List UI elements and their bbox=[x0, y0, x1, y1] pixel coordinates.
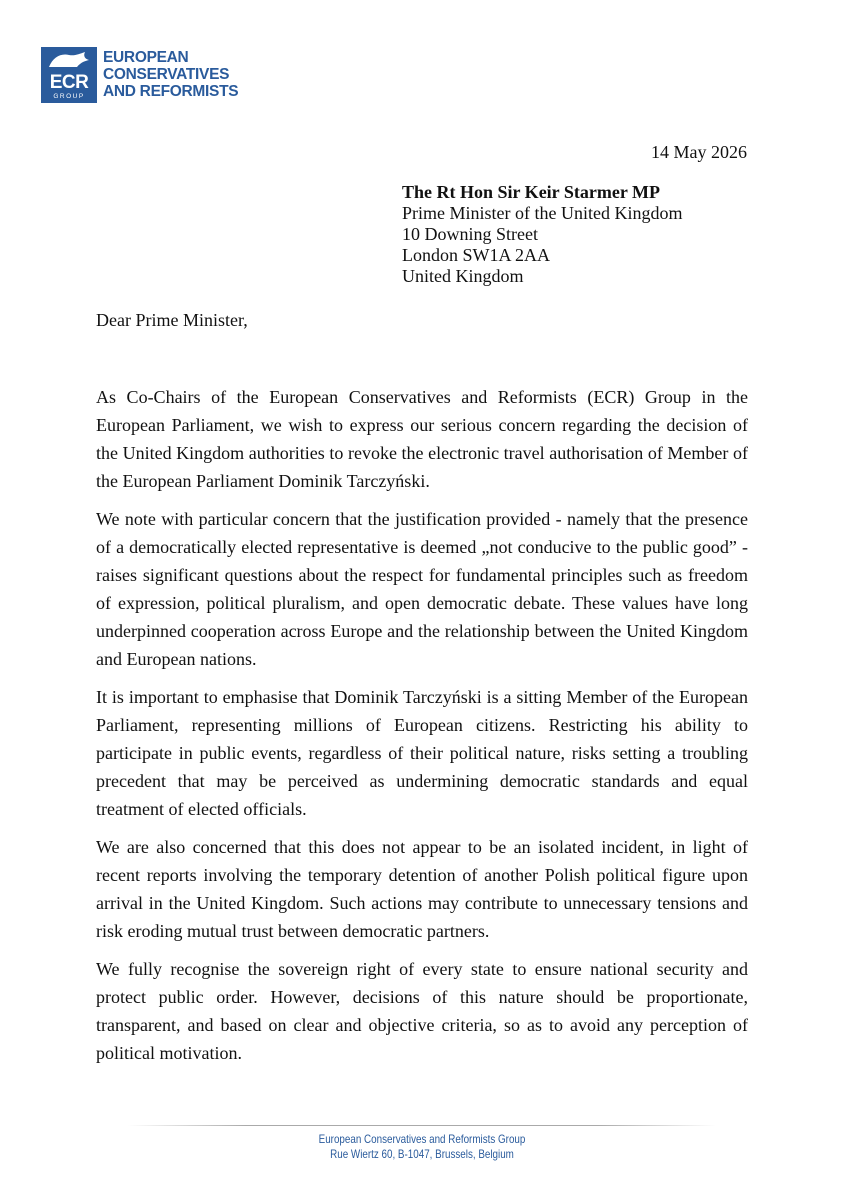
recipient-line: United Kingdom bbox=[402, 266, 524, 286]
logo-name bbox=[103, 49, 238, 100]
ecr-logo bbox=[41, 47, 238, 103]
body-paragraph: As Co-Chairs of the European Conservatives and Reformists (ECR) Group in the European Parliament, we wish to express our serious concern regarding the decision of the United Kingdom authorities to revoke the electronic travel authorisation of Member of the European Parliament Dominik Tarczyński. bbox=[96, 387, 748, 491]
logo-name-line: EUROPEAN bbox=[103, 49, 189, 66]
recipient-line: Prime Minister of the United Kingdom bbox=[402, 203, 683, 223]
letter-date: 14 May 2026 bbox=[651, 142, 747, 162]
recipient-line: 10 Downing Street bbox=[402, 224, 538, 244]
recipient-line: London SW1A 2AA bbox=[402, 245, 550, 265]
footer-org: European Conservatives and Reformists Group bbox=[318, 1132, 526, 1146]
logo-name-line: CONSERVATIVES bbox=[103, 66, 230, 83]
body-paragraph: We fully recognise the sovereign right of every state to ensure national security and protect public order. However, decisions of this nature should be proportionate, transparent, and based on clear and objective criteria, so as to avoid any perception of political motivation. bbox=[96, 959, 748, 1063]
logo-mark-subtext: GROUP bbox=[53, 93, 85, 100]
body-paragraph: We are also concerned that this does not appear to be an isolated incident, in light of recent reports involving the temporary detention of another Polish political figure upon arrival in the United Kingdom. Such actions may contribute to unnecessary tensions and risk eroding mutual trust between democratic partners. bbox=[96, 837, 748, 941]
body-paragraph: It is important to emphasise that Dominik Tarczyński is a sitting Member of the European Parliament, representing millions of European citizens. Restricting his ability to participate in public events, regardless of their political nature, risks setting a troubling precedent that may be perceived as undermining democratic standards and equal treatment of elected officials. bbox=[96, 687, 748, 819]
footer-street: Rue Wiertz 60, B-1047, Brussels, Belgium bbox=[330, 1147, 514, 1161]
footer-address bbox=[76, 1132, 768, 1162]
body-paragraph: We note with particular concern that the justification provided - namely that the presence of a democratically elected representative is deemed „not conducive to the public good” - raises significant questions about the respect for fundamental principles such as freedom of expression, political pluralism, and open democratic debate. These values have long underpinned cooperation across Europe and the relationship between the United Kingdom and European nations. bbox=[96, 509, 748, 669]
logo-name-line: AND REFORMISTS bbox=[103, 83, 239, 100]
recipient-address bbox=[402, 182, 682, 287]
footer-divider bbox=[128, 1125, 716, 1126]
logo-mark-text: ECR bbox=[49, 72, 89, 93]
lion-icon bbox=[47, 51, 91, 69]
recipient-name: The Rt Hon Sir Keir Starmer MP bbox=[402, 182, 660, 202]
logo-mark bbox=[41, 47, 97, 103]
letter-body bbox=[96, 383, 748, 1077]
salutation: Dear Prime Minister, bbox=[96, 310, 248, 330]
